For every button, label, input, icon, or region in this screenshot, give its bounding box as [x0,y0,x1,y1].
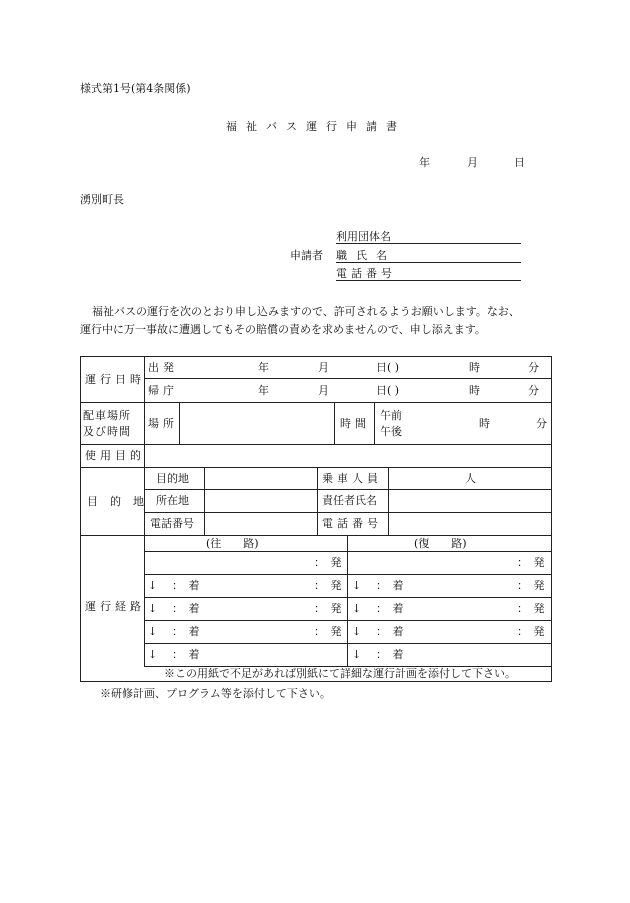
inbound-arrow-4: ↓ [352,648,362,661]
place-label: 場所 [148,417,178,430]
outbound-depart-3: ： 発 [314,602,342,615]
phone-underline [336,280,521,281]
outbound-depart-4: ： 発 [314,625,342,638]
outbound-arrow-2: ↓ [148,602,158,615]
inbound-arrow-2: ↓ [352,602,362,615]
org-name-label: 利用団体名 [336,230,391,243]
dest-phone-label: 電話番号 [150,517,194,530]
page-title: 福祉バス運行申請書 [226,120,406,133]
return-month: 月 [318,384,329,397]
destination-label: 目的地 [87,495,156,508]
inbound-depart-3: ： 発 [517,602,545,615]
inbound-arrive-4: ： 着 [376,648,404,661]
outbound-arrive-1: ： 着 [172,579,200,592]
inbound-arrive-3: ： 着 [376,625,404,638]
dispatch-label-1: 配車場所 [83,409,131,422]
passengers-label: 乗車人員 [322,472,382,485]
title-name-underline [336,262,521,263]
return-label: 帰庁 [148,384,178,397]
outbound-arrive-4: ： 着 [172,648,200,661]
phone-label: 電話番号 [336,267,396,280]
title-name-label: 職氏名 [336,249,396,262]
dispatch-minute: 分 [536,417,547,430]
departure-minute: 分 [528,361,539,374]
return-year: 年 [258,384,269,397]
pm-label: 午後 [380,425,402,438]
body-text-line-1: 福祉バスの運行を次のとおり申し込みますので、許可されるようお願いします。なお、 [92,305,520,318]
purpose-label: 使用目的 [85,449,145,462]
outbound-depart-1: ： 発 [314,556,342,569]
departure-label: 出発 [148,361,178,374]
form-number: 様式第1号(第4条関係) [80,82,191,95]
person-unit: 人 [465,472,476,485]
applicant-label: 申請者 [290,249,323,262]
dest-phone2-label: 電話番号 [322,517,382,530]
departure-year: 年 [258,361,269,374]
dispatch-label-2: 及び時間 [83,425,131,438]
inbound-arrive-2: ： 着 [376,602,404,615]
return-hour: 時 [469,384,480,397]
return-minute: 分 [528,384,539,397]
date-day-label: 日 [514,156,525,169]
inbound-depart-4: ： 発 [517,625,545,638]
outbound-depart-2: ： 発 [314,579,342,592]
inbound-header: (復 路) [414,537,467,550]
org-name-underline [336,243,521,244]
dispatch-hour: 時 [479,417,490,430]
inbound-depart-2: ： 発 [517,579,545,592]
table-note: ※この用紙で不足があれば別紙にて詳細な運行計画を添付して下さい。 [164,667,516,680]
date-year-label: 年 [419,156,430,169]
date-month-label: 月 [467,156,478,169]
inbound-arrow-3: ↓ [352,625,362,638]
body-text-line-2: 運行中に万一事故に遭遇してもその賠償の責めを求めませんので、申し添えます。 [80,323,486,336]
application-form-table [80,356,552,682]
outbound-arrow-4: ↓ [148,648,158,661]
departure-month: 月 [318,361,329,374]
inbound-arrive-1: ： 着 [376,579,404,592]
time-label: 時間 [340,417,370,430]
addressee: 湧別町長 [80,193,124,206]
outbound-header: (往 路) [206,537,259,550]
outbound-arrive-2: ： 着 [172,602,200,615]
inbound-depart-1: ： 発 [517,556,545,569]
outbound-arrow-3: ↓ [148,625,158,638]
address-label: 所在地 [156,494,189,507]
departure-hour: 時 [469,361,480,374]
return-day: 日( ) [376,384,400,397]
footer-note: ※研修計画、プログラム等を添付して下さい。 [100,687,331,700]
run-datetime-label: 運行日時 [85,373,145,386]
inbound-arrow-1: ↓ [352,579,362,592]
dest-name-label: 目的地 [156,472,189,485]
responsible-label: 責任者氏名 [322,494,377,507]
outbound-arrow-1: ↓ [148,579,158,592]
departure-day: 日( ) [376,361,400,374]
am-label: 午前 [380,409,402,422]
outbound-arrive-3: ： 着 [172,625,200,638]
route-label: 運行経路 [85,600,145,613]
